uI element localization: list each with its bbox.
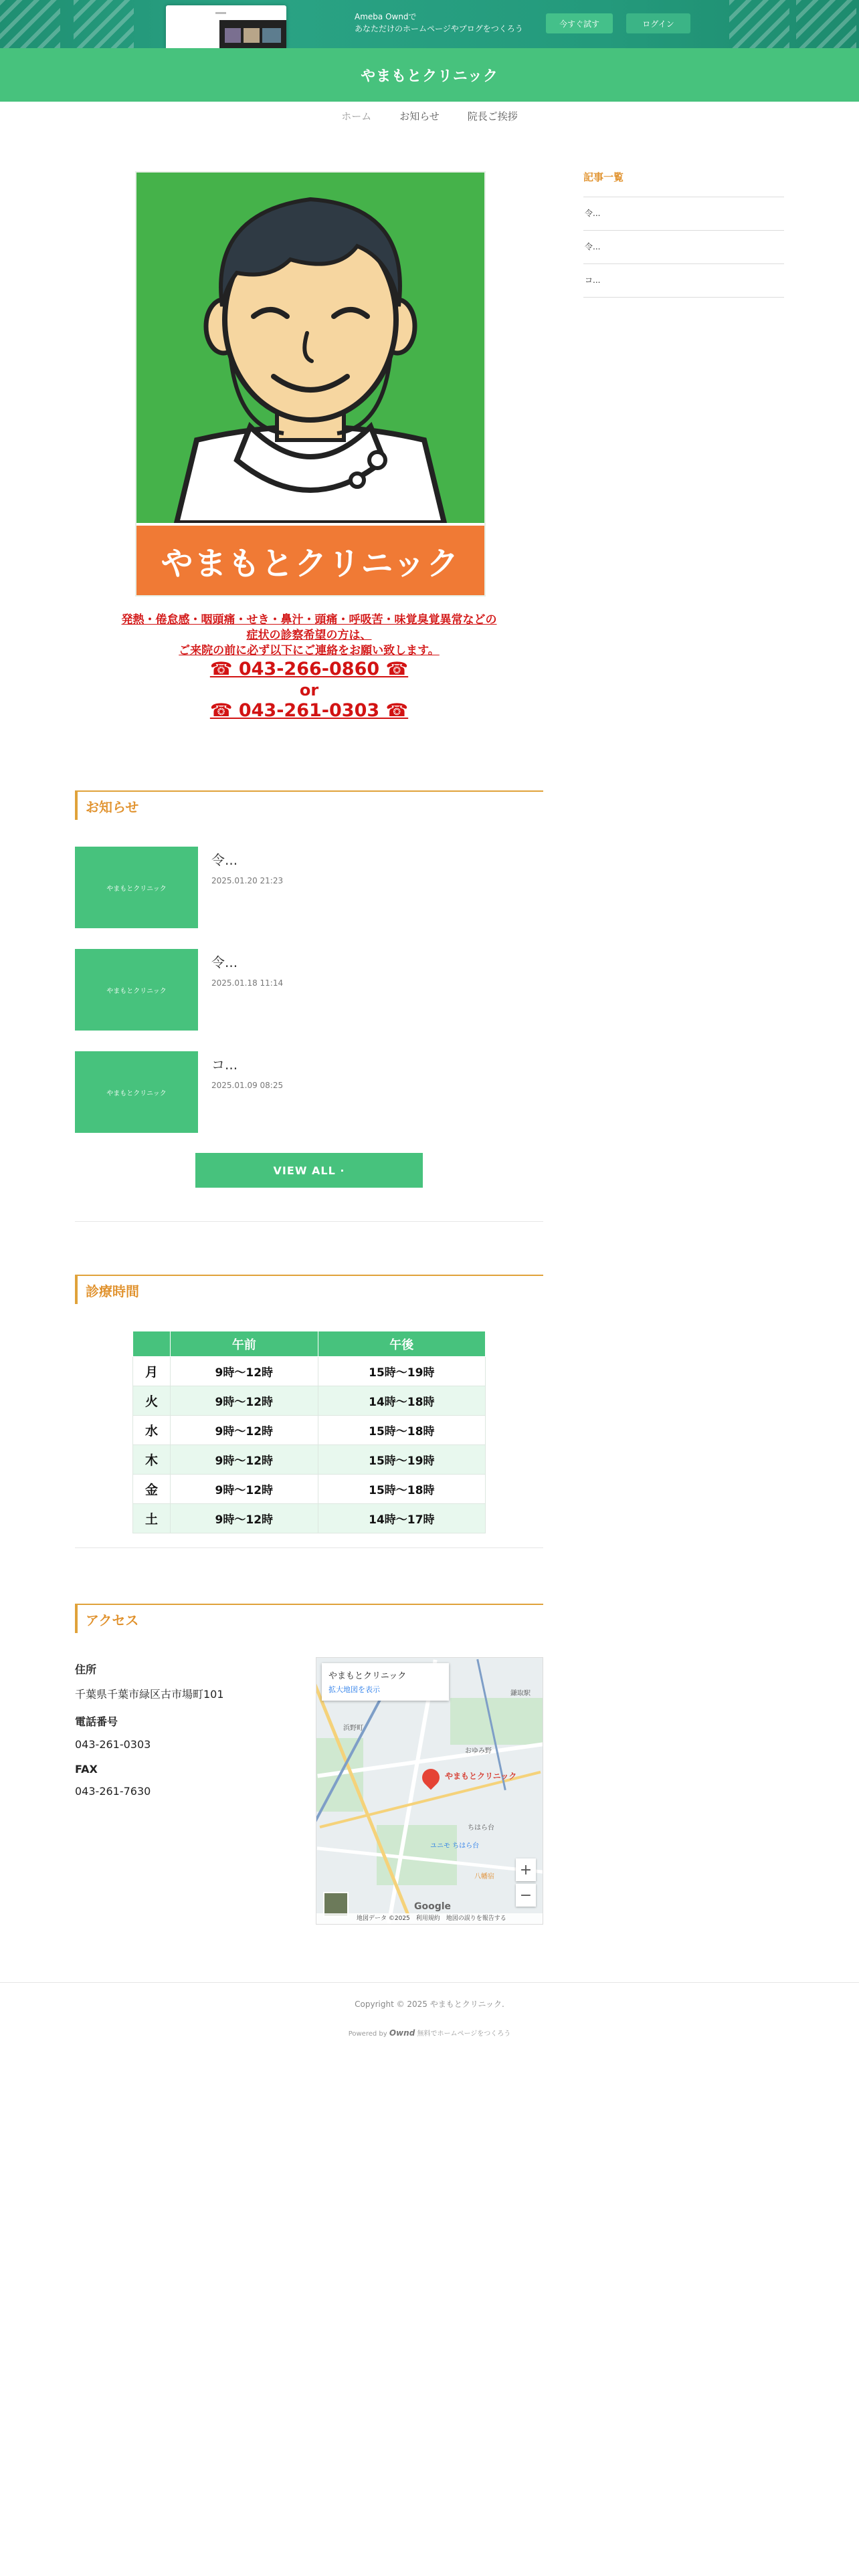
powered-prefix: Powered by xyxy=(348,2030,387,2038)
ownd-logo: Ownd xyxy=(389,2028,415,2038)
access-info xyxy=(75,1661,302,1810)
notice-or: or xyxy=(299,681,319,700)
map-pin-label: やまもとクリニック xyxy=(445,1772,517,1781)
sidebar-divider xyxy=(583,297,784,298)
address-label: 住所 xyxy=(75,1663,97,1676)
map-label: おゆみ野 xyxy=(465,1747,492,1755)
hours-row xyxy=(133,1475,486,1504)
hours-row xyxy=(133,1357,486,1386)
sidebar-divider xyxy=(583,263,784,264)
clinic-logo-illustration xyxy=(135,171,486,597)
hours-day: 月 xyxy=(133,1357,171,1386)
hours-am: 9時～12時 xyxy=(171,1504,318,1533)
nav-item-news[interactable]: お知らせ xyxy=(399,110,440,122)
map-info-card xyxy=(322,1663,449,1701)
hours-row xyxy=(133,1504,486,1533)
powered-by[interactable] xyxy=(0,2028,859,2038)
hours-pm: 14時～17時 xyxy=(318,1504,485,1533)
copyright: Copyright © 2025 やまもとクリニック. xyxy=(355,2000,504,2009)
clinic-logo-banner: やまもとクリニック xyxy=(136,523,484,595)
hours-heading: 診療時間 xyxy=(75,1275,543,1304)
promo-pattern xyxy=(729,0,789,48)
news-title[interactable]: コ... xyxy=(211,1057,238,1073)
hours-header-am: 午前 xyxy=(171,1331,318,1357)
hours-row xyxy=(133,1416,486,1445)
notice-phone-1[interactable]: ☎ 043-266-0860 ☎ xyxy=(209,659,409,679)
promo-line-1: Ameba Owndで xyxy=(355,12,417,21)
doctor-face-illustration xyxy=(136,173,484,523)
map-footer: 地図データ ©2025 利用規約 地図の誤りを報告する xyxy=(316,1913,543,1924)
hours-row xyxy=(133,1445,486,1475)
nav-item-greeting[interactable]: 院長ご挨拶 xyxy=(467,110,518,122)
news-item[interactable] xyxy=(75,949,543,1032)
news-heading: お知らせ xyxy=(75,790,543,820)
fever-notice xyxy=(75,613,543,722)
promo-text xyxy=(355,11,523,35)
news-date: 2025.01.20 21:23 xyxy=(211,876,284,885)
hours-header-row xyxy=(133,1331,486,1357)
notice-line: 症状の診察希望の方は、 xyxy=(246,629,372,642)
section-divider xyxy=(75,1221,543,1222)
map-label: 鎌取駅 xyxy=(510,1690,531,1697)
hours-header-pm: 午後 xyxy=(318,1331,485,1357)
map-card-title: やまもとクリニック xyxy=(328,1671,407,1681)
sidebar-article-link[interactable]: 令... xyxy=(585,209,601,218)
hours-pm: 15時～19時 xyxy=(318,1445,485,1475)
notice-phone-2[interactable]: ☎ 043-261-0303 ☎ xyxy=(209,700,409,721)
view-all-button[interactable]: VIEW ALL · xyxy=(195,1153,423,1188)
hours-day: 水 xyxy=(133,1416,171,1445)
news-item[interactable] xyxy=(75,1051,543,1134)
news-date: 2025.01.09 08:25 xyxy=(211,1081,284,1090)
sidebar-article-link[interactable]: コ... xyxy=(585,276,601,285)
news-title[interactable]: 令... xyxy=(211,852,238,868)
google-map[interactable] xyxy=(316,1657,543,1925)
hours-am: 9時～12時 xyxy=(171,1445,318,1475)
promo-bar xyxy=(0,0,859,48)
sidebar-title: 記事一覧 xyxy=(583,171,624,183)
hours-am: 9時～12時 xyxy=(171,1357,318,1386)
login-button[interactable]: ログイン xyxy=(626,13,690,33)
main-nav xyxy=(0,102,859,130)
map-label: ユニモ ちはら台 xyxy=(430,1842,480,1850)
site-title[interactable]: やまもとクリニック xyxy=(361,68,498,85)
hours-am: 9時～12時 xyxy=(171,1386,318,1416)
fax-value: 043-261-7630 xyxy=(75,1785,151,1798)
try-now-button[interactable]: 今すぐ試す xyxy=(546,13,613,33)
notice-line: ご来院の前に必ず以下にご連絡をお願い致します。 xyxy=(179,644,440,657)
hours-day: 木 xyxy=(133,1445,171,1475)
hours-row xyxy=(133,1386,486,1416)
news-item[interactable] xyxy=(75,847,543,930)
news-thumbnail[interactable]: やまもとクリニック xyxy=(75,1051,198,1133)
news-title[interactable]: 令... xyxy=(211,954,238,970)
sidebar-divider xyxy=(583,230,784,231)
access-heading: アクセス xyxy=(75,1604,543,1633)
news-thumbnail[interactable]: やまもとクリニック xyxy=(75,847,198,928)
hours-table xyxy=(132,1331,486,1533)
powered-suffix: 無料でホームページをつくろう xyxy=(417,2030,511,2038)
nav-item-home[interactable]: ホーム xyxy=(341,110,372,122)
hours-pm: 14時～18時 xyxy=(318,1386,485,1416)
address-value: 千葉県千葉市緑区古市場町101 xyxy=(75,1688,224,1701)
hours-pm: 15時～18時 xyxy=(318,1416,485,1445)
map-label: 八幡宿 xyxy=(474,1873,494,1881)
footer-divider xyxy=(0,1982,859,1983)
map-label: ちはら台 xyxy=(468,1824,494,1832)
promo-line-2: あなただけのホームページやブログをつくろう xyxy=(355,24,523,33)
section-divider xyxy=(75,1547,543,1548)
sidebar-article-link[interactable]: 令... xyxy=(585,242,601,251)
view-larger-map-link[interactable]: 拡大地図を表示 xyxy=(328,1685,380,1694)
map-label: 浜野町 xyxy=(343,1725,363,1732)
promo-pattern xyxy=(796,0,856,48)
phone-value[interactable]: 043-261-0303 xyxy=(75,1738,151,1751)
promo-preview-image xyxy=(166,5,286,48)
map-pin-icon[interactable] xyxy=(419,1765,444,1790)
site-header xyxy=(0,48,859,102)
notice-line: 発熱・倦怠感・咽頭痛・せき・鼻汁・頭痛・呼吸苦・味覚臭覚異常などの xyxy=(121,613,497,627)
promo-pattern xyxy=(0,0,60,48)
hours-day: 金 xyxy=(133,1475,171,1504)
zoom-out-button[interactable]: − xyxy=(516,1884,536,1907)
promo-pattern xyxy=(74,0,134,48)
fax-label: FAX xyxy=(75,1763,98,1776)
news-date: 2025.01.18 11:14 xyxy=(211,978,284,988)
hours-day: 火 xyxy=(133,1386,171,1416)
hours-header-day xyxy=(133,1331,171,1357)
google-logo: Google xyxy=(414,1901,452,1912)
hours-am: 9時～12時 xyxy=(171,1475,318,1504)
hours-pm: 15時～19時 xyxy=(318,1357,485,1386)
hours-pm: 15時～18時 xyxy=(318,1475,485,1504)
hours-day: 土 xyxy=(133,1504,171,1533)
news-thumbnail[interactable]: やまもとクリニック xyxy=(75,949,198,1031)
phone-label: 電話番号 xyxy=(75,1715,118,1728)
zoom-in-button[interactable]: + xyxy=(516,1858,536,1881)
hours-am: 9時～12時 xyxy=(171,1416,318,1445)
